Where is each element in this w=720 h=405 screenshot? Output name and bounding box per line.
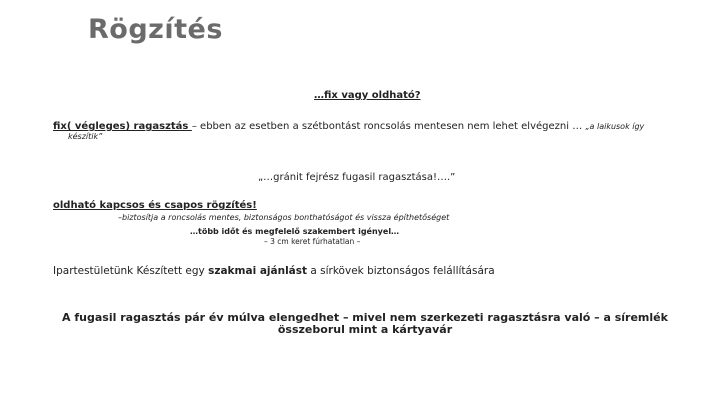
definition-line xyxy=(53,121,644,132)
offer-part-3: a sírkövek biztonságos felállítására xyxy=(307,265,495,277)
detachable-line-1: –biztosítja a roncsolás mentes, biztonságos bonthatóságot és vissza építhetőséget xyxy=(118,213,450,222)
offer-part-2: szakmai ajánlást xyxy=(208,265,308,277)
conclusion-line-1: A fugasil ragasztás pár év múlva elengedhet – mivel nem szerkezeti ragasztásra való – a síremlék xyxy=(62,311,668,324)
definition-note-continued: készítik” xyxy=(68,132,103,141)
definition-note: „a laikusok így xyxy=(585,122,645,131)
offer-part-1: Ipartestületünk Készített egy xyxy=(53,265,209,277)
question-heading: …fix vagy oldható? xyxy=(314,90,421,101)
detachable-heading: oldható kapcsos és csapos rögzítés! xyxy=(53,200,257,211)
quote-text: „…gránit fejrész fugasil ragasztása!….” xyxy=(258,172,456,183)
detachable-line-3: – 3 cm keret fúrhatatlan – xyxy=(264,237,361,246)
conclusion xyxy=(60,312,670,336)
definition-text: – ebben az esetben a szétbontást roncsolás mentesen nem lehet elvégezni … xyxy=(191,121,586,132)
offer-line xyxy=(53,265,495,277)
conclusion-line-2: összeborul mint a kártyavár xyxy=(277,323,453,336)
slide-title: Rögzítés xyxy=(88,14,223,45)
detachable-line-2: …több időt és megfelelő szakembert igényel… xyxy=(190,227,400,236)
definition-term: fix( végleges) ragasztás xyxy=(53,121,192,132)
